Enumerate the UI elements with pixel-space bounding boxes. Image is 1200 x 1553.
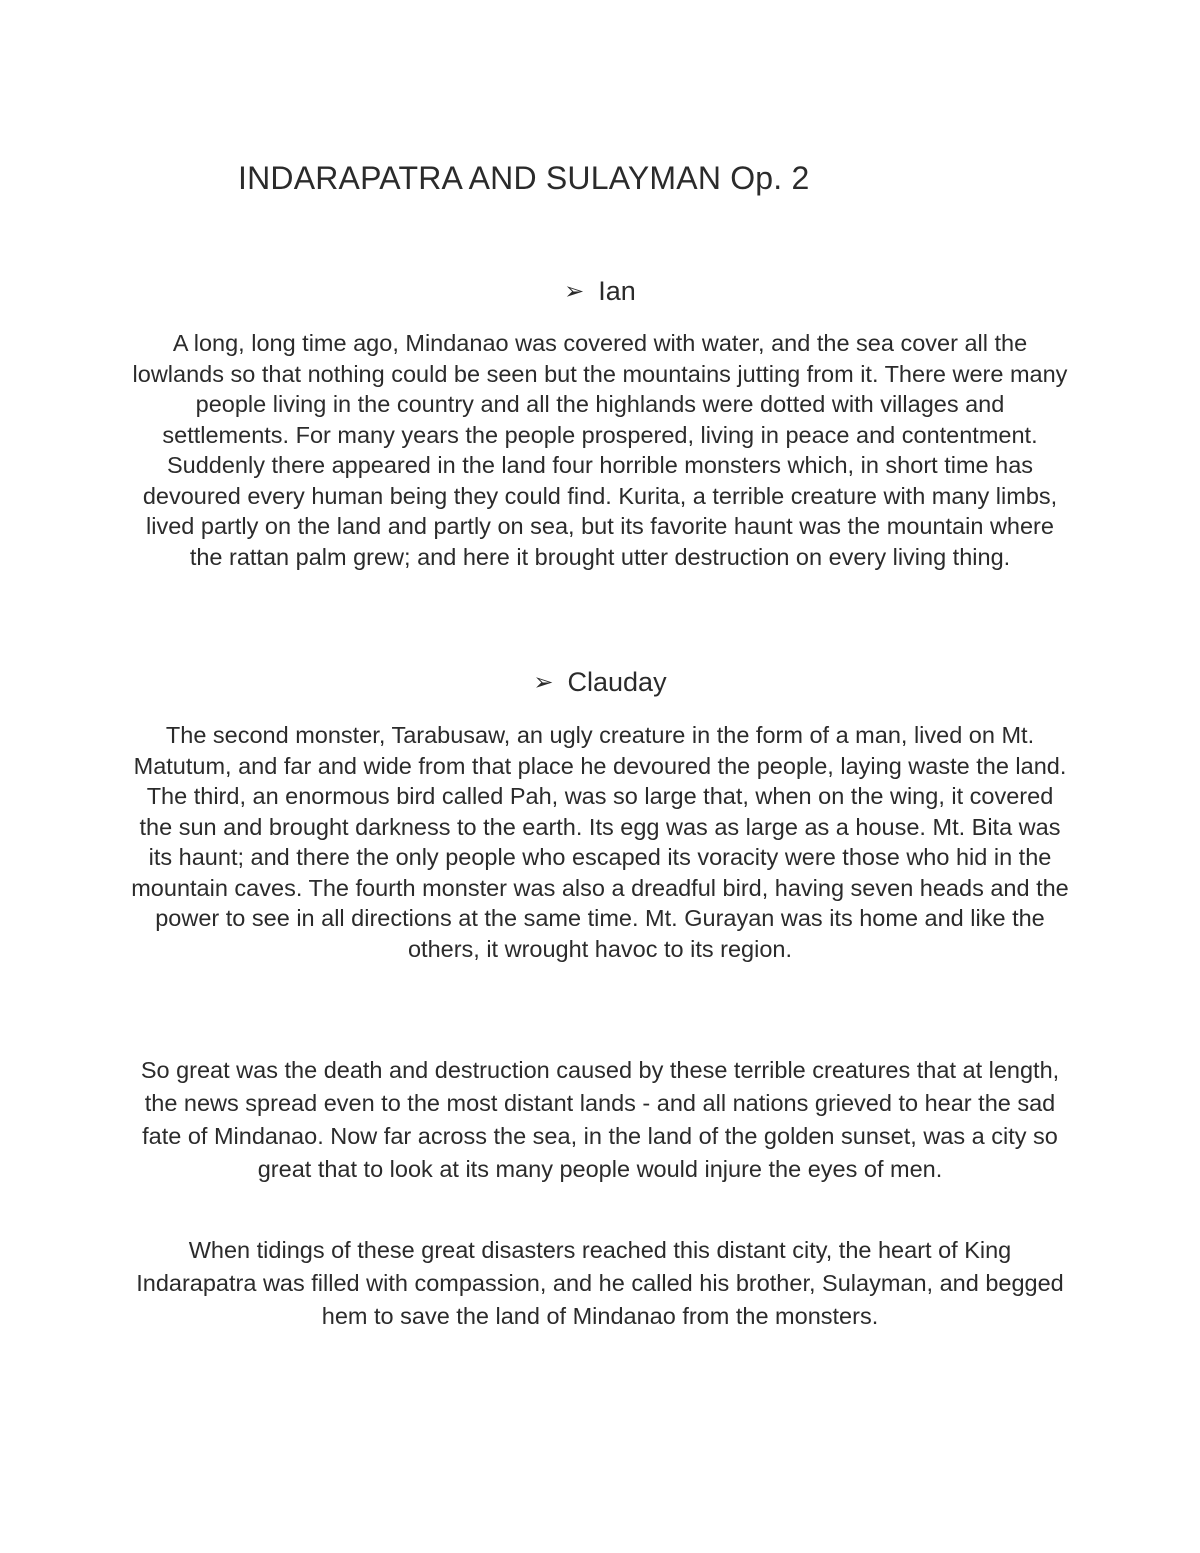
speaker-name: Ian [598,276,636,306]
speaker-name: Clauday [567,667,667,697]
document-title: INDARAPATRA AND SULAYMAN Op. 2 [238,160,810,196]
arrowhead-bullet-icon: ➢ [564,278,585,305]
paragraph-clauday: The second monster, Tarabusaw, an ugly creature in the form of a man, lived on Mt. Matutum, and far and wide from that place he devoured the people, laying waste the land. The third, an enormous bird called Pah, was so large that, when on the wing, it covered the sun and brought darkness to the earth. Its egg was as large as a house. Mt. Bita was its haunt; and there the only people who escaped its voracity were those who hid in the mountain caves. The fourth monster was also a dreadful bird, having seven heads and the power to see in all directions at the same time. Mt. Gurayan was its home and like the others, it wrought havoc to its region. [131,722,1069,962]
paragraph-news-spread: So great was the death and destruction caused by these terrible creatures that at length, the news spread even to the most distant lands - and all nations grieved to hear the sad fate of Mindanao. Now far across the sea, in the land of the golden sunset, was a city so great that to look at its many people would injure the eyes of men. [140,1057,1060,1182]
speaker-heading-ian [0,276,1200,307]
arrowhead-bullet-icon: ➢ [533,669,554,696]
paragraph-king-indarapatra: When tidings of these great disasters reached this distant city, the heart of King Indarapatra was filled with compassion, and he called his brother, Sulayman, and begged hem to save the land of Mindanao from the monsters. [136,1237,1064,1329]
speaker-heading-clauday [0,667,1200,698]
paragraph-ian: A long, long time ago, Mindanao was covered with water, and the sea cover all the lowlands so that nothing could be seen but the mountains jutting from it. There were many people living in the country and all the highlands were dotted with villages and settlements. For many years the people prospered, living in peace and contentment. Suddenly there appeared in the land four horrible monsters which, in short time has devoured every human being they could find. Kurita, a terrible creature with many limbs, lived partly on the land and partly on sea, but its favorite haunt was the mountain where the rattan palm grew; and here it brought utter destruction on every living thing. [132,330,1068,570]
